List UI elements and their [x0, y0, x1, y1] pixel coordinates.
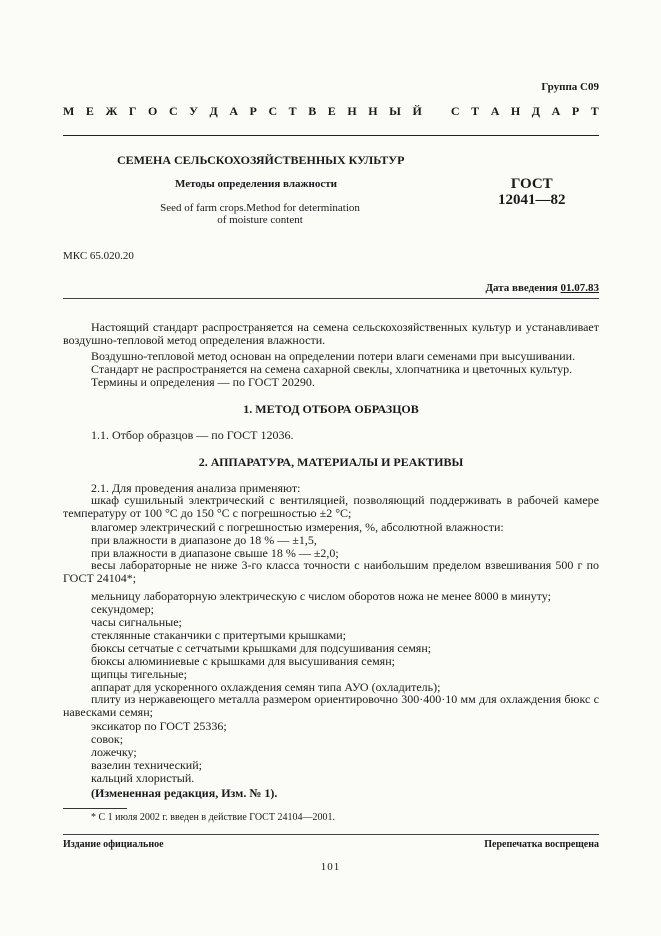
list-clock: часы сигнальные;	[91, 615, 182, 629]
revision-note: (Измененная редакция, Изм. № 1).	[91, 786, 278, 800]
banner-letter: Г	[128, 104, 137, 118]
list-moisture-meter: влагомер электрический с погрешностью измерения, %, абсолютной влажности:	[91, 520, 504, 534]
banner-letter: Е	[327, 104, 336, 118]
banner-letter: Р	[249, 104, 257, 118]
footnote-rule	[63, 808, 127, 809]
footer-reprint-prohibited: Перепечатка воспрещена	[484, 839, 599, 850]
english-title-line1: Seed of farm crops.Method for determination	[160, 202, 360, 214]
page-number: 101	[320, 861, 341, 873]
footer-official-edition: Издание официальное	[63, 839, 164, 850]
english-title-line2: of moisture content	[217, 214, 303, 226]
document-title: СЕМЕНА СЕЛЬСКОХОЗЯЙСТВЕННЫХ КУЛЬТУР	[117, 153, 405, 167]
list-scoop: совок;	[91, 732, 124, 746]
date-rule	[63, 298, 599, 299]
banner-letter: Р	[571, 104, 580, 118]
list-vaseline: вазелин технический;	[91, 758, 202, 772]
mks-code: МКС 65.020.20	[63, 250, 134, 262]
banner-letter: Т	[288, 104, 297, 118]
english-title	[140, 202, 380, 226]
list-calcium: кальций хлористый.	[91, 771, 195, 785]
intro-date	[485, 282, 599, 294]
section-2-item: 2.1. Для проведения анализа применяют:	[91, 481, 301, 495]
banner-letter: Е	[85, 104, 94, 118]
banner-letter: Н	[368, 104, 378, 118]
banner-letter: Й	[412, 104, 422, 118]
banner-letter: В	[308, 104, 317, 118]
list-alu-boxes: бюксы алюминиевые с крышками для высушивания семян;	[91, 654, 395, 668]
gost-designation	[498, 176, 566, 208]
intro-paragraph-2: Воздушно-тепловой метод основан на определении потери влаги семенами при высушивании.	[91, 349, 576, 363]
banner-letter: М	[63, 104, 75, 118]
banner-letter: У	[189, 104, 198, 118]
list-mesh-boxes: бюксы сетчатые с сетчатыми крышками для подсушивания семян;	[91, 641, 432, 655]
list-stopwatch: секундомер;	[91, 602, 155, 616]
banner-letter: Ы	[389, 104, 401, 118]
section-1-heading: 1. МЕТОД ОТБОРА ОБРАЗЦОВ	[243, 402, 419, 416]
banner-letter	[433, 104, 439, 119]
section-1-item: 1.1. Отбор образцов — по ГОСТ 12036.	[91, 428, 294, 442]
header-rule	[63, 135, 599, 136]
banner-letter: А	[551, 104, 561, 118]
document-subtitle: Методы определения влажности	[175, 178, 337, 190]
banner-letter: Н	[347, 104, 357, 118]
banner-letter: С	[168, 104, 178, 118]
list-range-2: при влажности в диапазоне свыше 18 % — ±2,0;	[91, 546, 339, 560]
intro-paragraph-4: Термины и определения — по ГОСТ 20290.	[91, 375, 315, 389]
list-range-1: при влажности в диапазоне до 18 % — ±1,5,	[91, 533, 317, 547]
list-cups: стеклянные стаканчики с притертыми крышками;	[91, 628, 346, 642]
banner-letter: Т	[471, 104, 480, 118]
banner-letter: Т	[590, 104, 599, 118]
banner-letter: О	[148, 104, 158, 118]
banner-letter: Д	[209, 104, 218, 118]
list-tongs: щипцы тигельные;	[91, 667, 187, 681]
intro-date-value: 01.07.83	[560, 282, 599, 294]
banner-letter: Д	[531, 104, 541, 118]
list-mill: мельницу лабораторную электрическую с числом оборотов ножа не менее 8000 в минуту;	[91, 589, 551, 603]
list-scales: весы лабораторные не ниже 3-го класса точности с наибольшим пределом взвешивания 500 г по ГОСТ 24104*;	[63, 558, 599, 586]
list-oven: шкаф сушильный электрический с вентиляцией, позволяющий поддерживать в рабочей камере температуру от 100 °С до 150 °С с погрешностью ±2 °С;	[63, 493, 599, 521]
footer-rule	[63, 834, 599, 835]
banner-letter: А	[490, 104, 500, 118]
intro-paragraph-1: Настоящий стандарт распространяется на семена сельскохозяйственных культур и устанавливает воздушно-тепловой метод определения влажности.	[63, 320, 599, 348]
list-cooler: аппарат для ускоренного охлаждения семян типа АУО (охладитель);	[91, 680, 441, 694]
gost-number: 12041—82	[498, 192, 566, 208]
group-code: Группа С09	[541, 81, 599, 93]
banner-letter: С	[268, 104, 278, 118]
list-plate: плиту из нержавеющего металла размером ориентировочно 300·400·10 мм для охлаждения бюкс с навесками семян;	[63, 692, 599, 720]
interstate-standard-banner	[63, 104, 599, 119]
list-desiccator: эксикатор по ГОСТ 25336;	[91, 719, 227, 733]
banner-letter: А	[229, 104, 238, 118]
gost-label: ГОСТ	[510, 176, 553, 192]
footnote: * С 1 июля 2002 г. введен в действие ГОСТ 24104—2001.	[91, 812, 335, 823]
section-2-heading: 2. АППАРАТУРА, МАТЕРИАЛЫ И РЕАКТИВЫ	[198, 455, 464, 469]
banner-letter: Н	[510, 104, 521, 118]
intro-paragraph-3: Стандарт не распространяется на семена сахарной свеклы, хлопчатника и цветочных культур.	[91, 362, 573, 376]
banner-letter: Ж	[105, 104, 118, 118]
intro-date-label: Дата введения	[485, 282, 558, 294]
list-spoon: ложечку;	[91, 745, 137, 759]
banner-letter: С	[450, 104, 460, 118]
